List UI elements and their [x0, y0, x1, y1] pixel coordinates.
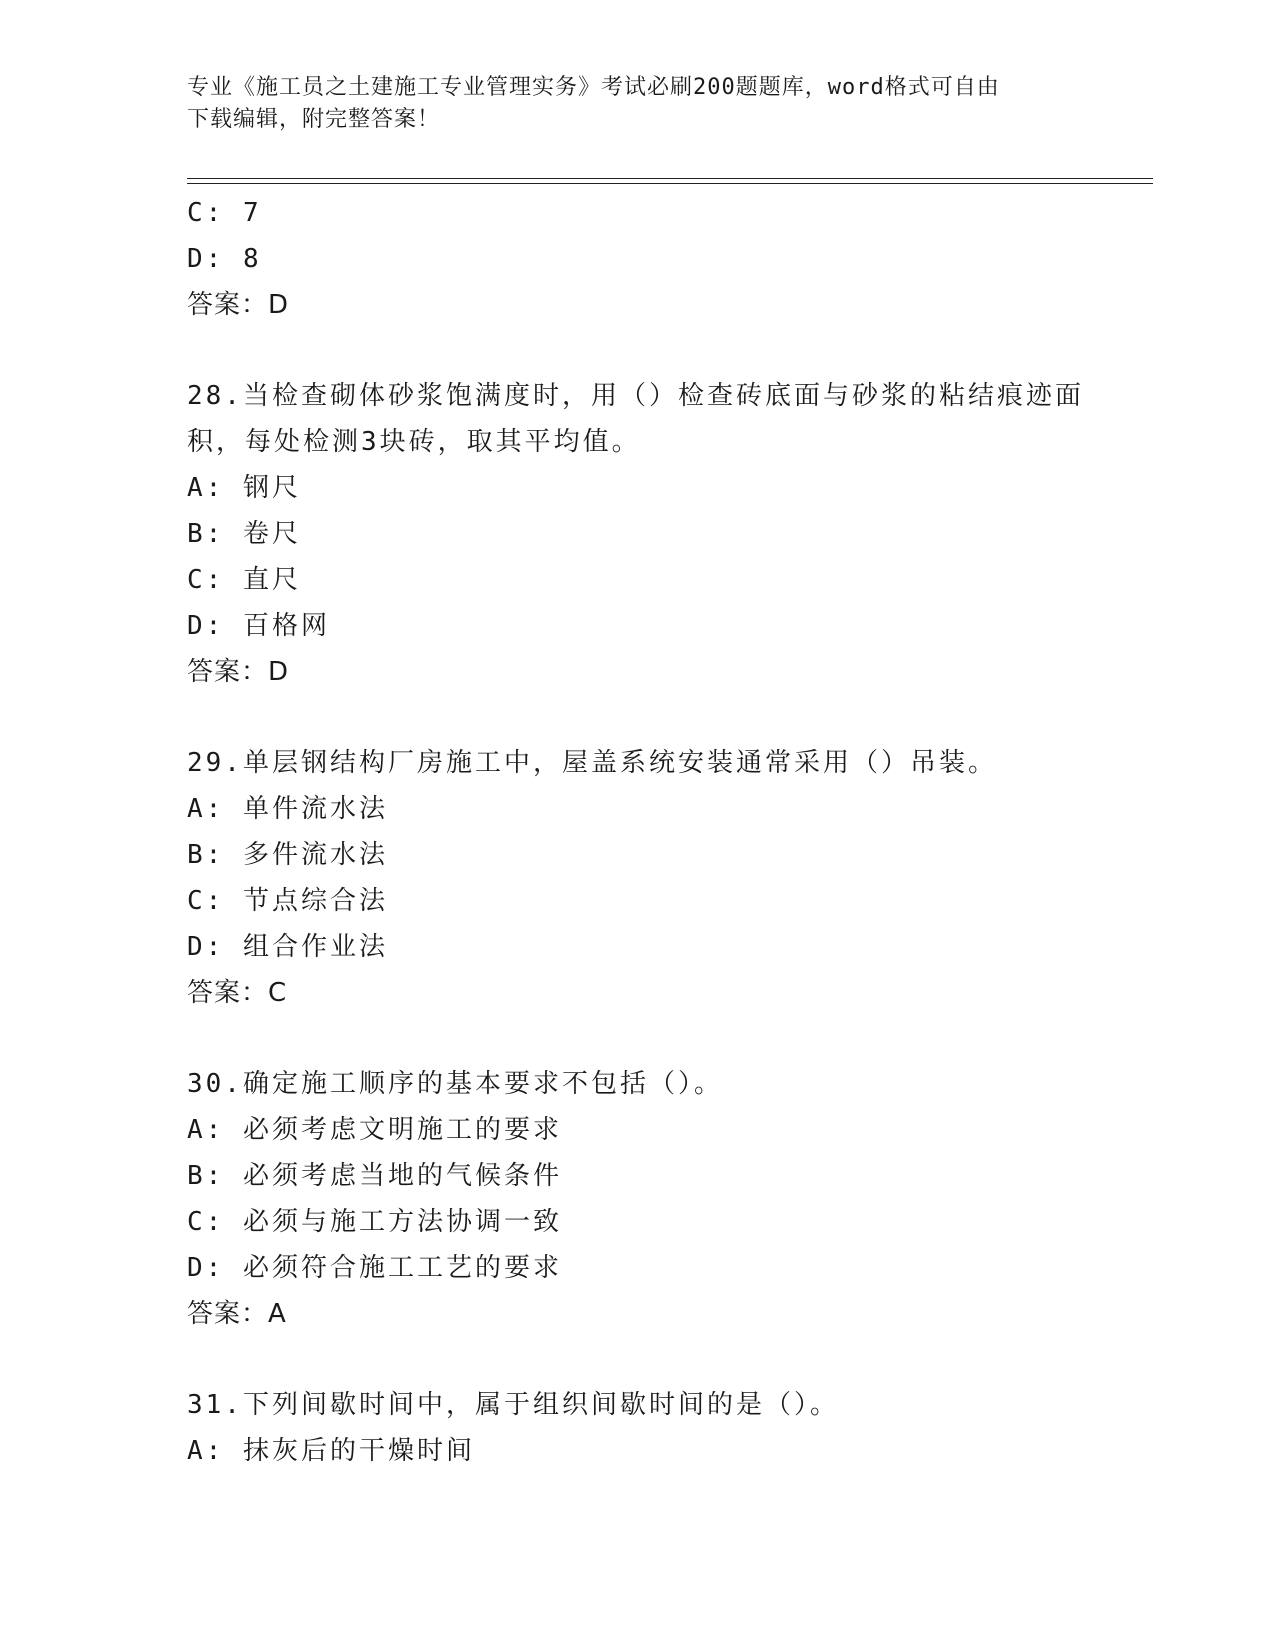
question-stem-31: 31.下列间歇时间中，属于组织间歇时间的是（）。 [187, 1390, 839, 1420]
option-c: C: 节点综合法 [187, 886, 388, 916]
option-d: D: 8 [187, 244, 262, 274]
option-c: C: 7 [187, 198, 262, 228]
question-stem-28: 28.当检查砌体砂浆饱满度时，用（）检查砖底面与砂浆的粘结痕迹面 [187, 381, 1084, 411]
question-stem-28-cont: 积，每处检测3块砖，取其平均值。 [187, 427, 641, 457]
option-a: A: 钢尺 [187, 473, 301, 503]
option-b: B: 卷尺 [187, 519, 301, 549]
header-divider [187, 178, 1153, 184]
option-b: B: 必须考虑当地的气候条件 [187, 1161, 562, 1191]
answer-line: 答案：C [187, 978, 288, 1008]
option-c: C: 必须与施工方法协调一致 [187, 1207, 562, 1237]
option-c: C: 直尺 [187, 565, 301, 595]
option-b: B: 多件流水法 [187, 840, 388, 870]
option-a: A: 单件流水法 [187, 794, 388, 824]
answer-line: 答案：D [187, 290, 290, 320]
option-a: A: 抹灰后的干燥时间 [187, 1436, 475, 1466]
question-stem-30: 30.确定施工顺序的基本要求不包括（）。 [187, 1069, 723, 1099]
question-stem-29: 29.单层钢结构厂房施工中，屋盖系统安装通常采用（）吊装。 [187, 748, 997, 778]
option-d: D: 必须符合施工工艺的要求 [187, 1253, 562, 1283]
answer-line: 答案：D [187, 657, 290, 687]
header-line-1: 专业《施工员之土建施工专业管理实务》考试必刷200题题库，word格式可自由 [187, 75, 1000, 100]
option-d: D: 组合作业法 [187, 932, 388, 962]
option-a: A: 必须考虑文明施工的要求 [187, 1115, 562, 1145]
answer-line: 答案：A [187, 1299, 287, 1329]
option-d: D: 百格网 [187, 611, 330, 641]
document-header [187, 72, 1087, 136]
header-line-2: 下载编辑，附完整答案！ [187, 107, 441, 132]
question-list [187, 190, 1147, 1474]
